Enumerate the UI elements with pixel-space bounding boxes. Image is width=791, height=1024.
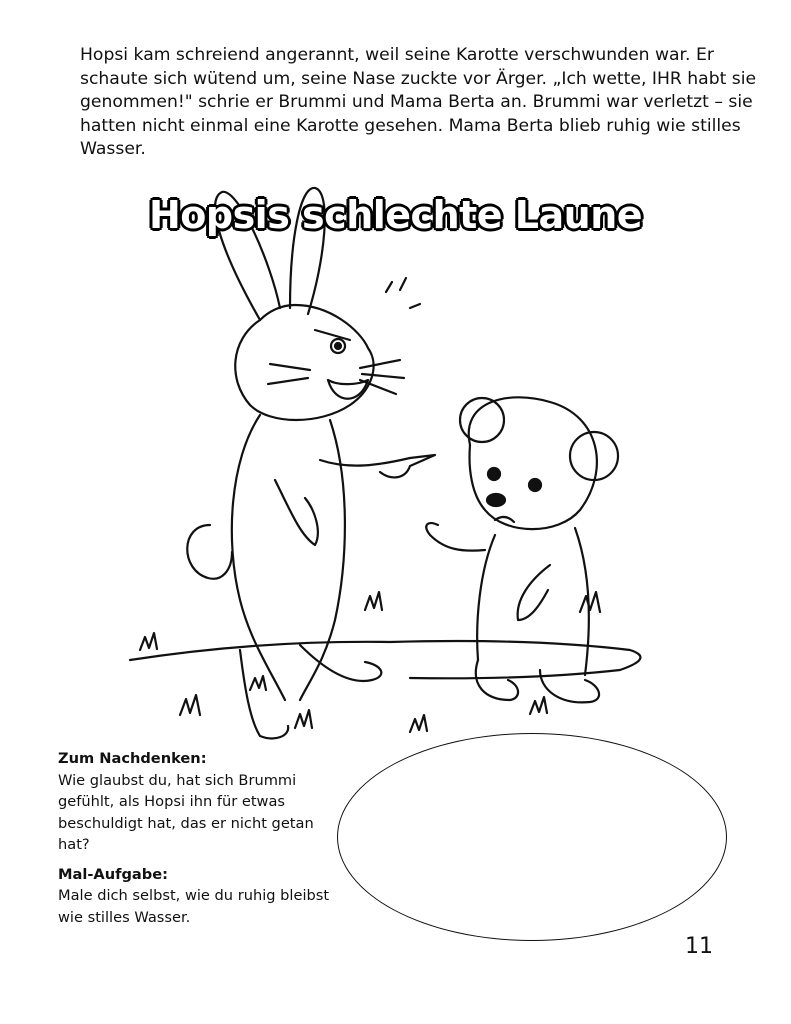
ground-line [130,641,640,678]
reflection-heading: Zum Nachdenken: [58,750,207,767]
reflection-text: Wie glaubst du, hat sich Brummi gefühlt, als Hopsi ihn für etwas beschuldigt hat, das er nicht getan hat? [58,771,314,853]
bear-raised-arm [426,523,485,551]
drawing-area[interactable] [337,733,727,941]
bear-eye-icon [488,468,500,480]
rabbit-tail [187,525,232,579]
rabbit-pointing-arm [320,455,435,477]
page-title: Hopsis schlechte Laune [148,193,643,237]
rabbit-body [232,415,345,700]
bear-left-ear [460,398,504,442]
drawing-task-text: Male dich selbst, wie du ruhig bleibst wie stilles Wasser. [58,887,330,926]
prompts-section [58,748,338,936]
bear-body [477,528,589,675]
bear-foot-left [476,660,518,700]
bear-right-ear [570,432,618,480]
bear-head [469,397,597,529]
rabbit-other-arm [275,480,318,545]
coloring-illustration [110,180,670,750]
page-number: 11 [685,934,713,959]
drawing-task-heading: Mal-Aufgabe: [58,865,168,883]
rabbit-head [235,305,373,420]
story-text: Hopsi kam schreiend angerannt, weil seine Karotte verschwunden war. Er schaute sich wütend um, seine Nase zuckte vor Ärger. „Ich wette, IHR habt sie genommen!" schrie er Brummi und Mama Berta an. Brummi war verletzt – sie hatten nicht einmal eine Karotte gesehen. Mama Berta blieb ruhig wie stilles Wasser. [80,45,757,160]
rabbit-angry-brow [315,330,350,340]
bear-nose [487,494,505,506]
steam-icon [386,278,420,308]
bear-other-arm [518,565,550,620]
rabbit-whiskers [268,360,404,394]
